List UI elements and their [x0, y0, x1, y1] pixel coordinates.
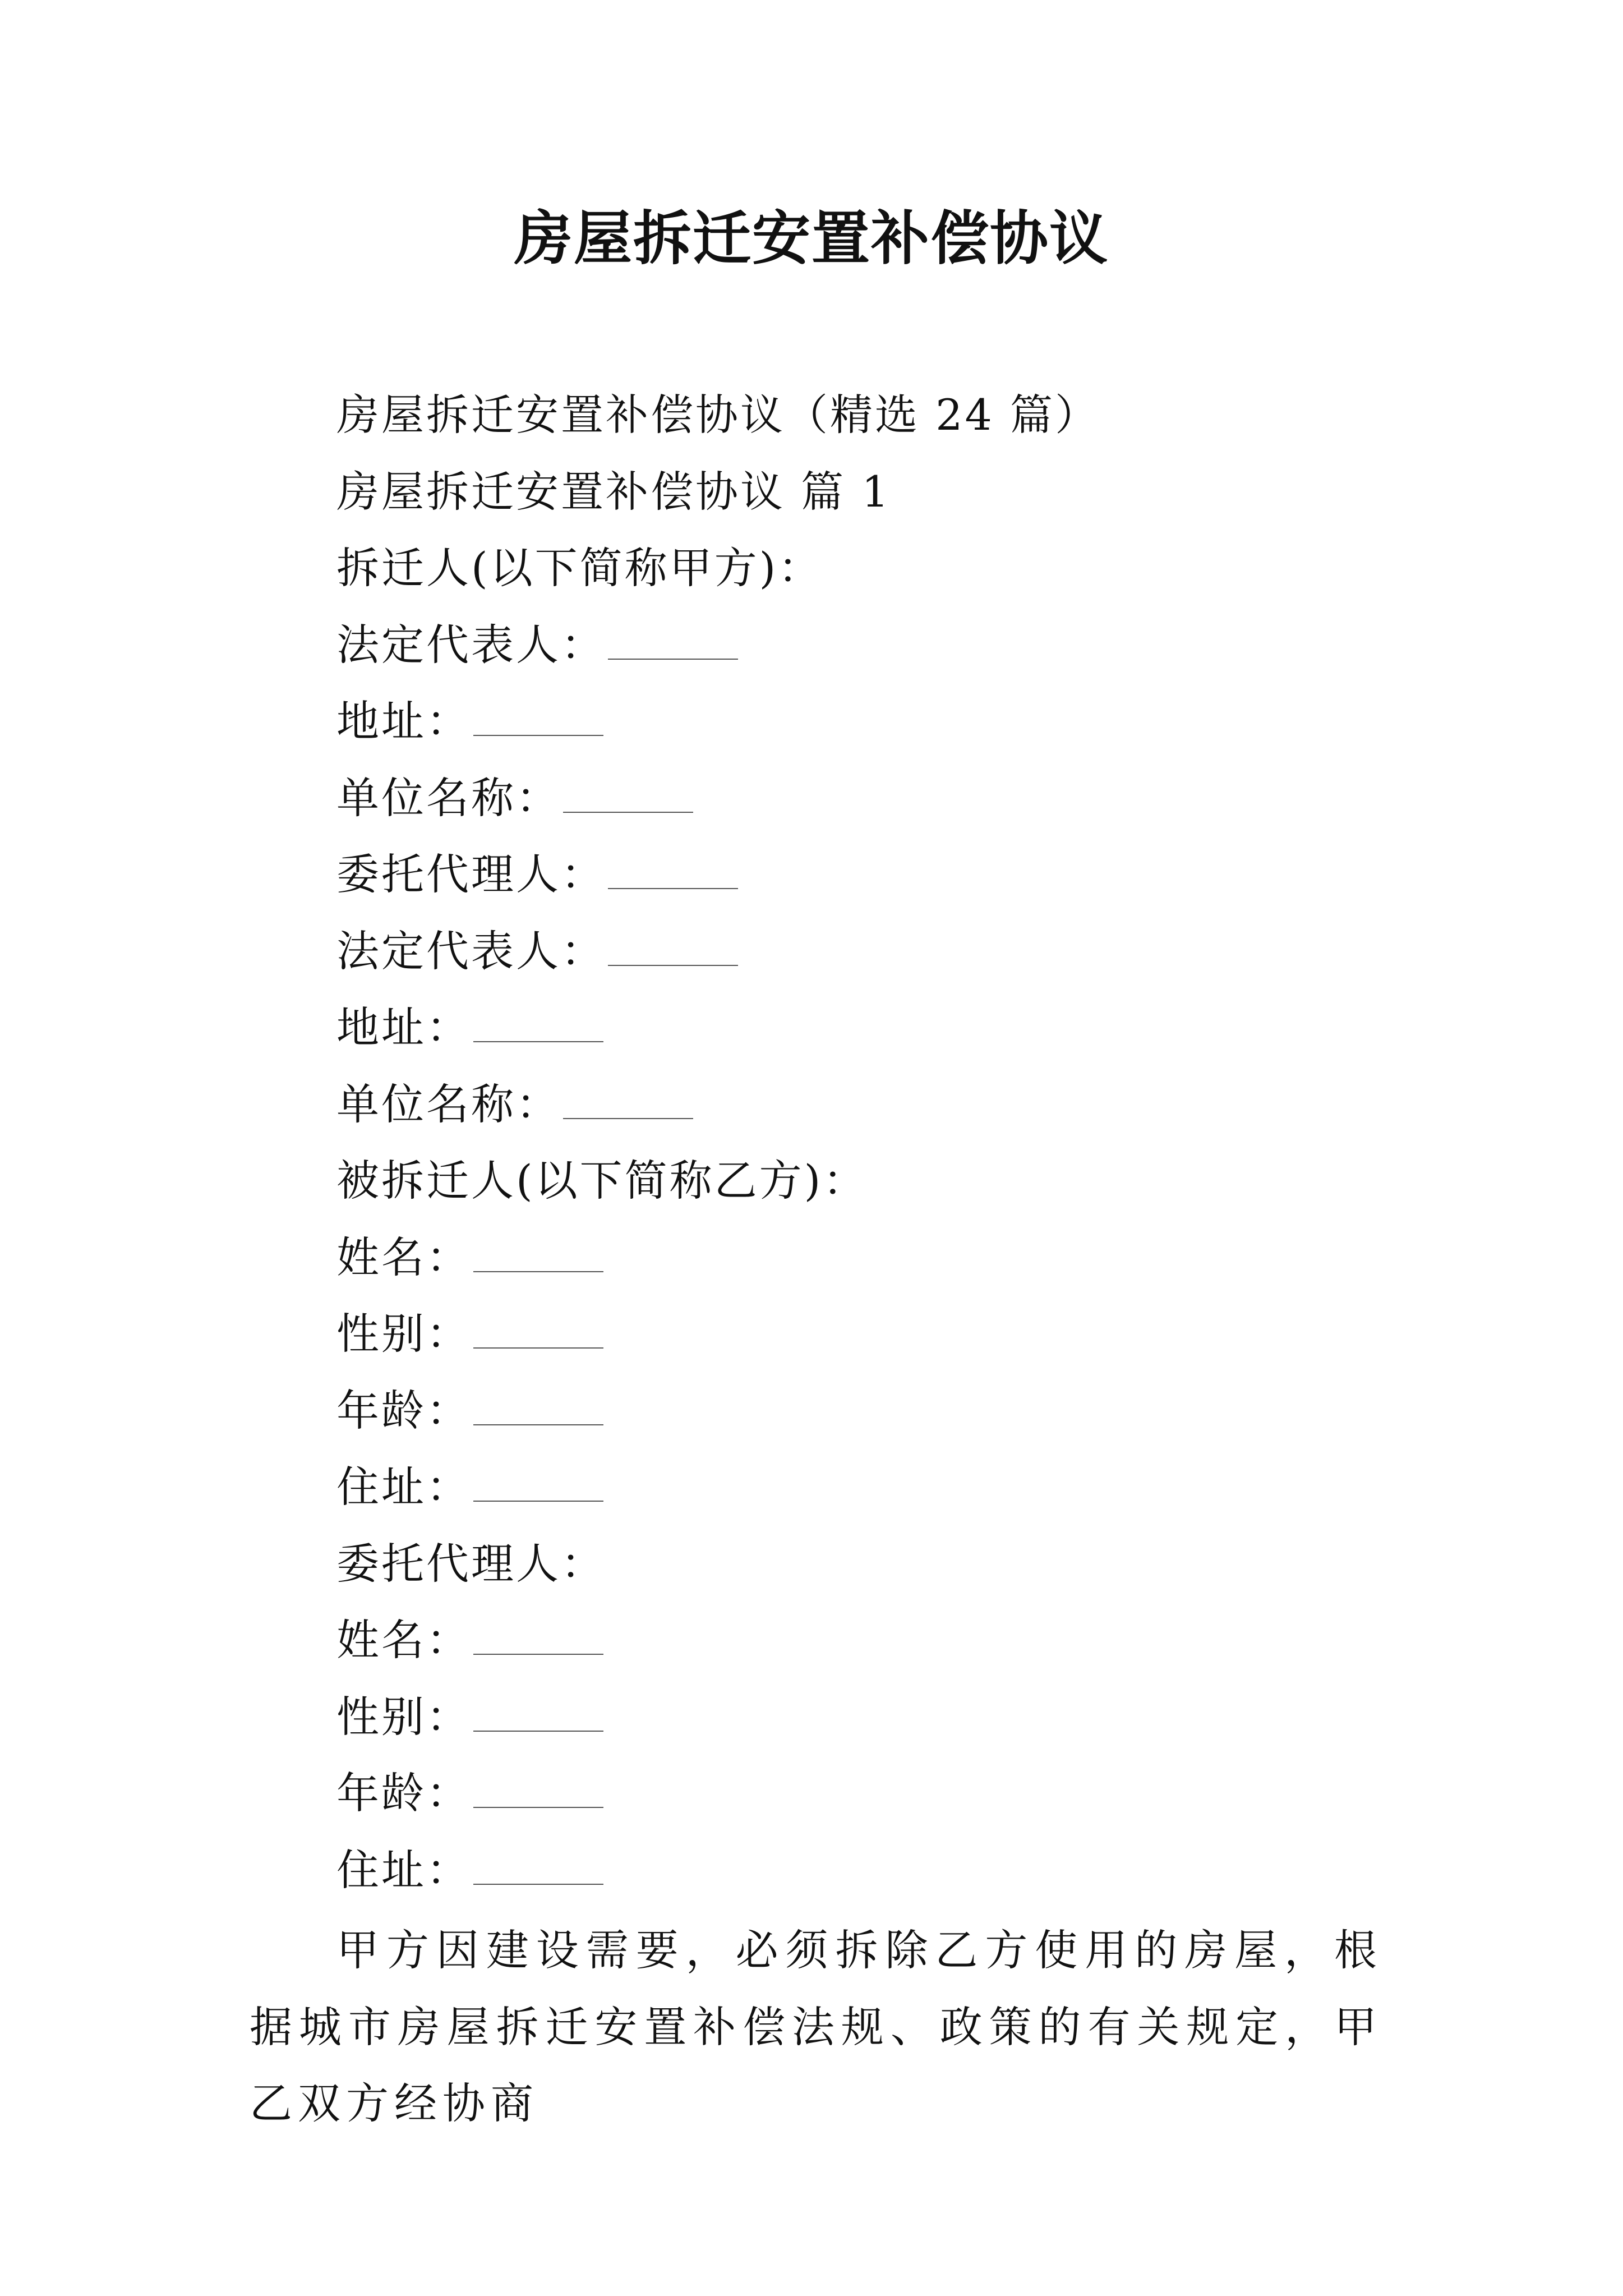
field-label: 单位名称：	[336, 772, 561, 823]
form-field	[336, 683, 1458, 760]
line-text: 委托代理人：	[336, 1538, 606, 1589]
field-label: 性别：	[336, 1691, 471, 1742]
form-field	[336, 1220, 1458, 1296]
field-label: 年龄：	[336, 1768, 471, 1818]
blank-line	[608, 931, 738, 966]
form-field	[336, 1066, 1458, 1143]
line-text: 房屋拆迁安置补偿协议 篇 1	[336, 466, 891, 517]
field-label: 法定代表人：	[336, 926, 606, 976]
blank-line	[563, 778, 693, 813]
field-label: 委托代理人：	[336, 849, 606, 899]
blank-line	[563, 1084, 693, 1119]
blank-line	[608, 854, 738, 889]
blank-line	[473, 1773, 603, 1808]
body-paragraph: 甲方因建设需要，必须拆除乙方使用的房屋，根据城市房屋拆迁安置补偿法规、政策的有关规定，甲乙双方经协商	[250, 1925, 1382, 2128]
blank-line	[473, 1237, 603, 1272]
field-label: 住址：	[336, 1844, 471, 1895]
form-field	[336, 836, 1458, 913]
form-field	[336, 607, 1458, 684]
form-field	[336, 1373, 1458, 1450]
line-text: 拆迁人(以下简称甲方)：	[336, 543, 823, 593]
form-field	[336, 1602, 1458, 1679]
form-field	[336, 760, 1458, 837]
line-text: 房屋拆迁安置补偿协议（精选 24 篇）	[336, 390, 1100, 440]
document-title: 房屋拆迁安置补偿协议	[514, 204, 1109, 273]
agent-heading	[336, 1526, 1458, 1603]
document-lines	[336, 377, 1458, 1908]
field-label: 住址：	[336, 1462, 471, 1512]
blank-line	[473, 1850, 603, 1885]
subtitle-line	[336, 377, 1458, 454]
party-a-heading	[336, 530, 1458, 607]
form-field	[336, 1755, 1458, 1832]
form-field	[336, 990, 1458, 1066]
field-label: 姓名：	[336, 1615, 471, 1665]
blank-line	[473, 1007, 603, 1042]
form-field	[336, 913, 1458, 990]
form-field	[336, 1832, 1458, 1909]
party-b-heading	[336, 1143, 1458, 1220]
form-field	[336, 1449, 1458, 1526]
field-label: 地址：	[336, 1002, 471, 1052]
blank-line	[473, 701, 603, 736]
blank-line	[473, 1467, 603, 1502]
field-label: 性别：	[336, 1309, 471, 1359]
blank-line	[473, 1391, 603, 1425]
blank-line	[473, 1314, 603, 1349]
blank-line	[608, 625, 738, 660]
form-field	[336, 1679, 1458, 1756]
field-label: 单位名称：	[336, 1079, 561, 1129]
blank-line	[473, 1697, 603, 1732]
field-label: 姓名：	[336, 1232, 471, 1282]
form-field	[336, 1296, 1458, 1373]
section-heading	[336, 454, 1458, 531]
field-label: 年龄：	[336, 1385, 471, 1435]
blank-line	[473, 1620, 603, 1655]
field-label: 地址：	[336, 696, 471, 746]
line-text: 被拆迁人(以下简称乙方)：	[336, 1156, 868, 1205]
field-label: 法定代表人：	[336, 619, 606, 670]
